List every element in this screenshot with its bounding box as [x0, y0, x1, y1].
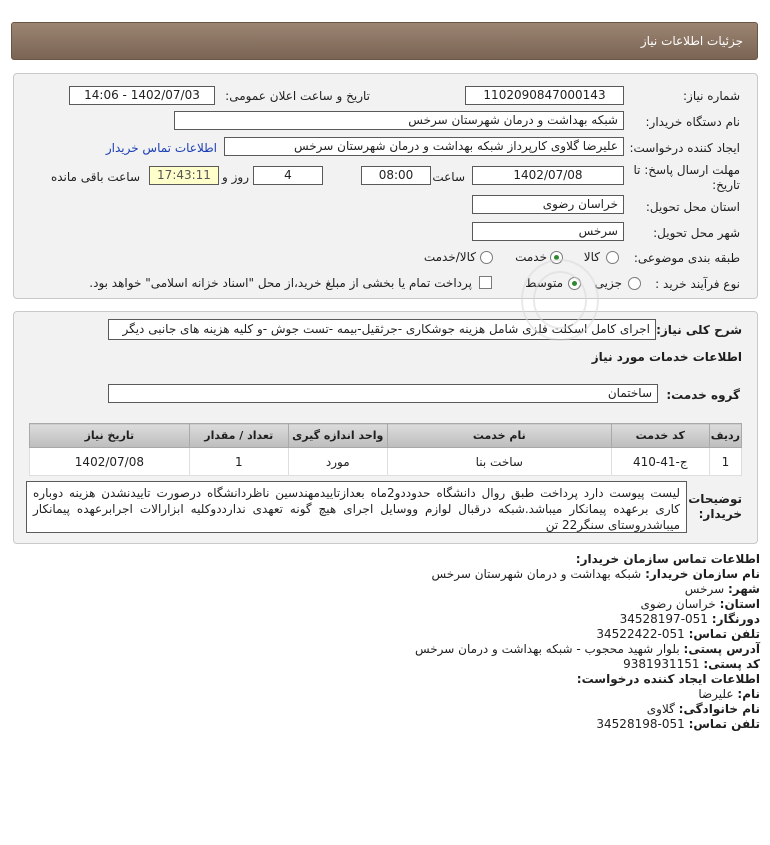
- contact-address-label: آدرس پستی:: [683, 642, 760, 656]
- days-remaining-field[interactable]: 4: [253, 166, 323, 185]
- treasury-payment-checkbox[interactable]: [479, 276, 492, 289]
- buyer-org-label: نام دستگاه خریدار:: [645, 115, 740, 129]
- col-header-row-number: ردیف: [709, 424, 741, 448]
- contact-org-row: [432, 567, 761, 581]
- service-group-field[interactable]: ساختمان: [108, 384, 658, 403]
- contact-postal-value: 9381931151: [623, 657, 700, 671]
- process-radio-medium[interactable]: [568, 277, 581, 290]
- need-summary-label: شرح کلی نیاز:: [656, 323, 742, 337]
- category-radio-service[interactable]: [550, 251, 563, 264]
- deadline-time-label: ساعت: [432, 170, 465, 184]
- services-table: [29, 423, 742, 476]
- services-section-title: اطلاعات خدمات مورد نیاز: [591, 350, 742, 364]
- creator-title: اطلاعات ایجاد کننده درخواست:: [576, 672, 760, 686]
- need-number-field[interactable]: 1102090847000143: [465, 86, 624, 105]
- contact-title: اطلاعات تماس سازمان خریدار:: [575, 552, 760, 566]
- col-header-quantity: تعداد / مقدار: [189, 424, 288, 448]
- table-header-row: [30, 424, 742, 448]
- contact-postal-label: کد پستی:: [703, 657, 760, 671]
- contact-province-row: [641, 597, 760, 611]
- contact-phone-label: تلفن تماس:: [688, 627, 760, 641]
- treasury-payment-note: پرداخت تمام یا بخشی از مبلغ خرید،از محل "اسناد خزانه اسلامی" خواهد بود.: [89, 276, 472, 290]
- announce-date-label: تاریخ و ساعت اعلان عمومی:: [225, 89, 370, 103]
- contact-fax-row: [620, 612, 760, 626]
- service-group-label: گروه خدمت:: [666, 388, 740, 402]
- contact-address-row: [415, 642, 760, 656]
- process-radio-minor[interactable]: [628, 277, 641, 290]
- buyer-notes-label-line1: توضیحات: [688, 492, 742, 506]
- days-label: روز و: [222, 170, 249, 184]
- city-field[interactable]: سرخس: [472, 222, 624, 241]
- table-row: [30, 448, 742, 476]
- creator-name-row: [698, 687, 760, 701]
- need-details-panel: [13, 73, 758, 299]
- buyer-contact-link[interactable]: اطلاعات تماس خریدار: [105, 141, 217, 155]
- deadline-label-line1: مهلت ارسال پاسخ: تا: [633, 163, 740, 177]
- province-field[interactable]: خراسان رضوی: [472, 195, 624, 214]
- creator-phone-value: 051-34528198: [596, 717, 685, 731]
- page-header: [11, 22, 758, 60]
- cell-service-code: ج-41-410: [611, 448, 709, 476]
- cell-quantity: 1: [189, 448, 288, 476]
- category-radio-goods-service[interactable]: [480, 251, 493, 264]
- deadline-date-field[interactable]: 1402/07/08: [472, 166, 624, 185]
- contact-postal-row: [623, 657, 760, 671]
- contact-address-value: بلوار شهید محجوب - شبکه بهداشت و درمان سرخس: [414, 642, 680, 656]
- creator-family-label: نام خانوادگی:: [678, 702, 760, 716]
- creator-phone-label: تلفن تماس:: [688, 717, 760, 731]
- contact-org-value: شبکه بهداشت و درمان شهرستان سرخس: [431, 567, 642, 581]
- contact-city-row: [685, 582, 760, 596]
- creator-family-row: [647, 702, 760, 716]
- category-label: طبقه بندی موضوعی:: [633, 251, 740, 265]
- cell-row-number: 1: [709, 448, 741, 476]
- cell-unit: مورد: [288, 448, 387, 476]
- contact-phone-value: 051-34522422: [596, 627, 685, 641]
- province-label: استان محل تحویل:: [645, 200, 740, 214]
- creator-field[interactable]: علیرضا گلاوی کارپرداز شبکه بهداشت و درمان شهرستان سرخس: [224, 137, 624, 156]
- process-label: نوع فرآیند خرید :: [655, 277, 740, 291]
- col-header-service-code: کد خدمت: [611, 424, 709, 448]
- creator-label: ایجاد کننده درخواست:: [629, 141, 740, 155]
- creator-family-value: گلاوی: [646, 702, 675, 716]
- contact-phone-row: [596, 627, 760, 641]
- creator-phone-row: [596, 717, 760, 731]
- announce-date-field[interactable]: 1402/07/03 - 14:06: [69, 86, 215, 105]
- process-option-minor: جزیی: [594, 276, 622, 290]
- category-option-goods-service: کالا/خدمت: [423, 250, 476, 264]
- creator-section-title: [577, 672, 760, 686]
- contact-fax-label: دورنگار:: [711, 612, 760, 626]
- buyer-notes-text: لیست پیوست دارد پرداخت طبق روال دانشگاه حدوددو2ماه بعدازتاییدمهندسین ناظردانشگاه درصورت تاییدنشدن هزینه دوباره کاری برعهده پیمانکار میباشد.شبکه درقبال لوازم ووسایل اجرای هیچ گونه تعهدی ندارددوکلیه ابزارالات اجرابرعهده پیمانکار میباشدروستای سنگر22 تن: [26, 481, 687, 533]
- contact-fax-value: 051-34528197: [619, 612, 708, 626]
- page-title: جزئیات اطلاعات نیاز: [640, 34, 743, 48]
- deadline-label-line2: تاریخ:: [712, 178, 740, 192]
- city-label: شهر محل تحویل:: [653, 226, 740, 240]
- col-header-service-name: نام خدمت: [387, 424, 611, 448]
- cell-service-name: ساخت بنا: [387, 448, 611, 476]
- contact-section-title: [576, 552, 760, 566]
- buyer-org-field[interactable]: شبکه بهداشت و درمان شهرستان سرخس: [174, 111, 624, 130]
- category-option-goods: کالا: [583, 250, 600, 264]
- need-number-label: شماره نیاز:: [683, 89, 740, 103]
- creator-name-value: علیرضا: [698, 687, 734, 701]
- contact-city-label: شهر:: [728, 582, 760, 596]
- col-header-unit: واحد اندازه گیری: [288, 424, 387, 448]
- contact-province-value: خراسان رضوی: [640, 597, 716, 611]
- category-radio-goods[interactable]: [606, 251, 619, 264]
- col-header-need-date: تاریخ نیاز: [30, 424, 190, 448]
- buyer-notes-label-line2: خریدار:: [698, 507, 742, 521]
- creator-name-label: نام:: [737, 687, 760, 701]
- remaining-time-label: ساعت باقی مانده: [50, 170, 140, 184]
- deadline-time-field[interactable]: 08:00: [361, 166, 431, 185]
- remaining-time-field[interactable]: 17:43:11: [149, 166, 219, 185]
- process-option-medium: متوسط: [525, 276, 563, 290]
- need-summary-field[interactable]: اجرای کامل اسکلت فلزی شامل هزینه جوشکاری -جرثقیل-بیمه -تست جوش -و کلیه هزینه های جانبی دیگر: [108, 319, 656, 340]
- contact-province-label: استان:: [719, 597, 760, 611]
- contact-org-label: نام سازمان خریدار:: [645, 567, 760, 581]
- contact-city-value: سرخس: [684, 582, 725, 596]
- cell-need-date: 1402/07/08: [30, 448, 190, 476]
- category-option-service: خدمت: [515, 250, 547, 264]
